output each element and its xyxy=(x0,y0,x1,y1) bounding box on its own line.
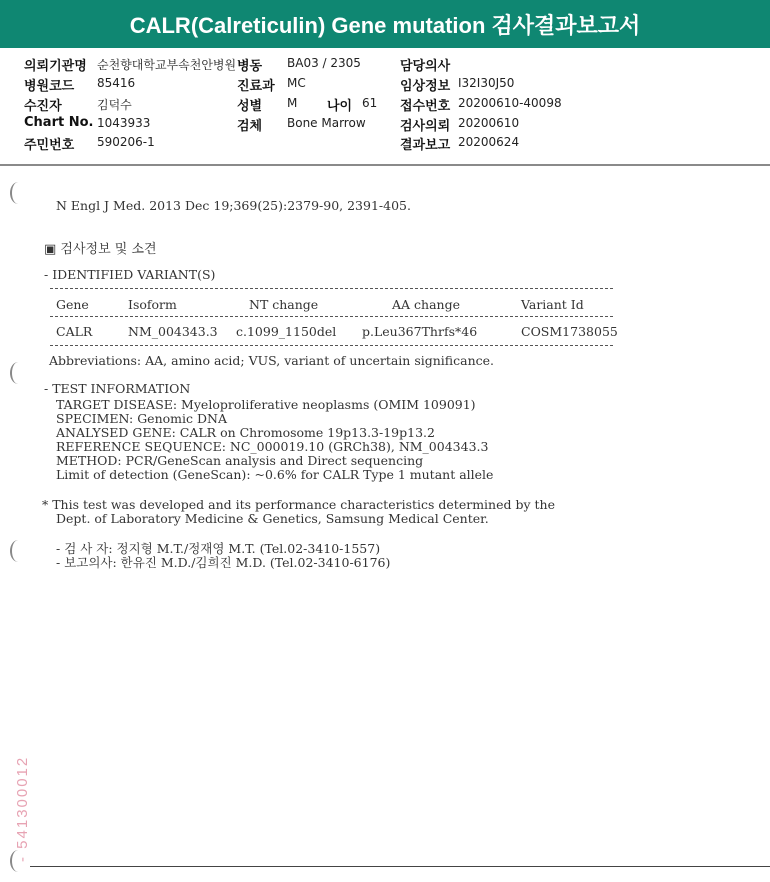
age-label: 나이 xyxy=(327,99,353,114)
ward-value: BA03 / 2305 xyxy=(287,56,361,70)
table-header-variant-id: Variant Id xyxy=(521,297,584,312)
report-date-value: 20200624 xyxy=(458,135,520,149)
disclaimer-line-1: * This test was developed and its performance characteristics determined by the xyxy=(42,497,555,512)
table-header-rule xyxy=(50,316,613,317)
table-bottom-rule xyxy=(50,345,613,346)
patient-info-header xyxy=(0,52,770,164)
punch-hole-mark xyxy=(10,182,26,204)
report-title-bar xyxy=(0,0,770,48)
resident-no-label: 주민번호 xyxy=(24,138,75,153)
specimen-stamp-number: - 541300012 xyxy=(14,755,31,862)
clinical-info-label: 임상정보 xyxy=(400,79,451,94)
test-info-line: Limit of detection (GeneScan): ~0.6% for CALR Type 1 mutant allele xyxy=(56,467,494,482)
reference-citation: N Engl J Med. 2013 Dec 19;369(25):2379-90, 2391-405. xyxy=(56,198,411,213)
specimen-label: 검체 xyxy=(237,119,263,134)
table-top-rule xyxy=(50,288,613,289)
punch-hole-mark xyxy=(10,362,26,384)
resident-no-value: 590206-1 xyxy=(97,135,155,149)
chart-no-label: Chart No. xyxy=(24,115,94,130)
patient-label: 수진자 xyxy=(24,99,62,114)
hospital-code-value: 85416 xyxy=(97,76,136,90)
doctor-label: 담당의사 xyxy=(400,59,451,74)
report-title: CALR(Calreticulin) Gene mutation 검사결과보고서 xyxy=(129,12,641,38)
table-cell-aa-change: p.Leu367Thrfs*46 xyxy=(362,324,478,339)
hospital-label: 의뢰기관명 xyxy=(24,59,87,74)
test-info-line: REFERENCE SEQUENCE: NC_000019.10 (GRCh38), NM_004343.3 xyxy=(56,439,489,454)
hospital-value: 순천향대학교부속천안병원 xyxy=(97,58,237,72)
examiner-line: - 검 사 자: 정지형 M.T./정재영 M.T. (Tel.02-3410-1557) xyxy=(56,541,381,556)
report-date-label: 결과보고 xyxy=(400,138,451,153)
patient-value: 김덕수 xyxy=(97,98,132,112)
age-value: 61 xyxy=(362,96,378,110)
table-cell-gene: CALR xyxy=(56,324,93,339)
clinical-info-value: I32I30J50 xyxy=(458,76,515,90)
variants-heading: - IDENTIFIED VARIANT(S) xyxy=(44,267,216,282)
dept-value: MC xyxy=(287,76,306,90)
table-cell-isoform: NM_004343.3 xyxy=(128,324,218,339)
page-bottom-rule xyxy=(30,866,770,867)
punch-hole-mark xyxy=(10,540,26,562)
disclaimer-line-2: Dept. of Laboratory Medicine & Genetics, Samsung Medical Center. xyxy=(56,511,489,526)
table-header-nt-change: NT change xyxy=(249,297,319,312)
table-header-isoform: Isoform xyxy=(128,297,177,312)
reporting-doctor-line: - 보고의사: 한유진 M.D./김희진 M.D. (Tel.02-3410-6176) xyxy=(56,555,391,570)
reception-no-label: 접수번호 xyxy=(400,99,451,114)
test-info-line: ANALYSED GENE: CALR on Chromosome 19p13.3-19p13.2 xyxy=(56,425,435,440)
test-info-heading: - TEST INFORMATION xyxy=(44,381,191,396)
ward-label: 병동 xyxy=(237,59,263,74)
test-info-line: SPECIMEN: Genomic DNA xyxy=(56,411,227,426)
section-heading: ▣ 검사정보 및 소견 xyxy=(44,242,157,257)
abbreviations: Abbreviations: AA, amino acid; VUS, variant of uncertain significance. xyxy=(49,353,494,368)
table-cell-variant-id: COSM1738055 xyxy=(521,324,618,339)
table-header-gene: Gene xyxy=(56,297,89,312)
dept-label: 진료과 xyxy=(237,79,275,94)
chart-no-value: 1043933 xyxy=(97,116,151,130)
reception-no-value: 20200610-40098 xyxy=(458,96,562,110)
specimen-value: Bone Marrow xyxy=(287,116,366,130)
test-info-line: METHOD: PCR/GeneScan analysis and Direct sequencing xyxy=(56,453,424,468)
table-header-aa-change: AA change xyxy=(392,297,460,312)
request-date-value: 20200610 xyxy=(458,116,520,130)
hospital-code-label: 병원코드 xyxy=(24,79,75,94)
table-cell-nt-change: c.1099_1150del xyxy=(236,324,337,339)
sex-value: M xyxy=(287,96,298,110)
request-date-label: 검사의뢰 xyxy=(400,119,451,134)
test-info-line: TARGET DISEASE: Myeloproliferative neoplasms (OMIM 109091) xyxy=(56,397,476,412)
sex-label: 성별 xyxy=(237,99,263,114)
